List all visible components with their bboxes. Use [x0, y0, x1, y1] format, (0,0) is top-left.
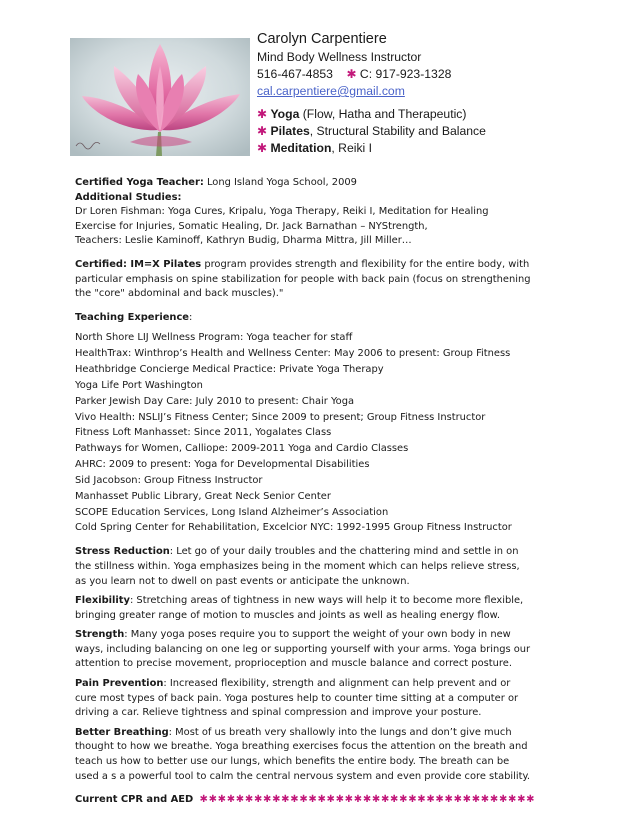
specialty-label: Pilates: [270, 124, 310, 138]
job-title: Mind Body Wellness Instructor: [257, 50, 422, 64]
benefit-stress-reduction: [75, 545, 565, 589]
section-label: Certified Yoga Teacher:: [75, 177, 204, 188]
asterisk-bullet-icon: ✱: [257, 107, 268, 121]
section-text: :: [189, 311, 193, 323]
benefit-label: Flexibility: [75, 595, 130, 607]
teaching-item: Pathways for Women, Calliope: 2009-2011 Yoga and Cardio Classes: [75, 443, 409, 455]
section-text: program provides strength and flexibility for the entire body, with: [201, 258, 530, 270]
cpr-label: Current CPR and AED: [75, 794, 194, 806]
specialty-detail: (Flow, Hatha and Therapeutic): [299, 107, 467, 121]
teaching-item: HealthTrax: Winthrop’s Health and Wellness Center: May 2006 to present: Group Fitness: [75, 348, 511, 360]
teaching-item: Fitness Loft Manhasset: Since 2011, Yogalates Class: [75, 427, 332, 439]
benefit-text: : Many yoga poses require you to support the weight of your own body in new: [124, 629, 511, 641]
benefit-first-line: [75, 545, 565, 560]
specialty-label: Yoga: [270, 107, 300, 121]
benefit-text: : Increased flexibility, strength and alignment can help prevent and or: [163, 678, 511, 690]
study-line: Dr Loren Fishman: Yoga Cures, Kripalu, Yoga Therapy, Reiki I, Meditation for Healing: [75, 206, 489, 218]
benefit-text: as you learn not to dwell on past events or anticipate the unknown.: [75, 575, 410, 587]
specialty-detail: , Structural Stability and Balance: [309, 124, 486, 138]
specialty-yoga: [257, 106, 617, 123]
teaching-item: Sid Jacobson: Group Fitness Instructor: [75, 474, 263, 486]
benefit-text: : Stretching areas of tightness in new ways will help it to become more flexible,: [129, 595, 524, 607]
person-name: Carolyn Carpentiere: [257, 31, 387, 47]
section-label: Additional Studies:: [75, 191, 182, 203]
additional-studies-heading: [75, 191, 565, 206]
benefit-label: Strength: [75, 629, 125, 641]
teaching-item: Vivo Health: NSLIJ’s Fitness Center; Since 2009 to present; Group Fitness Instructor: [75, 411, 486, 423]
cell-phone: C: 917-923-1328: [359, 67, 452, 81]
benefit-first-line: [75, 594, 565, 609]
benefit-label: Better Breathing: [75, 726, 169, 738]
asterisk-bullet-icon: ✱: [257, 124, 268, 138]
teaching-item: Manhasset Public Library, Great Neck Senior Center: [75, 490, 331, 502]
asterisk-bullet-icon: ✱: [257, 141, 268, 155]
benefit-text: : Let go of your daily troubles and the chattering mind and settle in on: [169, 546, 519, 558]
specialty-meditation: [257, 140, 617, 157]
benefit-text: driving a car. Relieve tightness and spinal compression and improve your posture.: [75, 707, 482, 719]
pilates-paragraph: [75, 258, 565, 273]
cpr-aed-line: [75, 793, 565, 808]
benefit-text: : Most of us breath very shallowly into the lungs and don’t give much: [168, 726, 512, 738]
benefit-flexibility: [75, 594, 565, 623]
benefit-first-line: [75, 628, 565, 643]
section-text: Long Island Yoga School, 2009: [203, 177, 357, 188]
teaching-item: SCOPE Education Services, Long Island Alzheimer’s Association: [75, 506, 389, 518]
teaching-item: North Shore LIJ Wellness Program: Yoga teacher for staff: [75, 332, 353, 344]
email-link[interactable]: cal.carpentiere@gmail.com: [257, 84, 405, 98]
benefit-text: cure most types of back pain. Yoga postures help to counter time sitting at a computer or: [75, 692, 519, 704]
benefit-text: the stillness within. Yoga emphasizes being in the moment which can helps relieve stress,: [75, 560, 520, 572]
benefit-text: used a s a powerful tool to calm the central nervous system and even provide core stability.: [75, 770, 531, 782]
teaching-item: Parker Jewish Day Care: July 2010 to present: Chair Yoga: [75, 395, 355, 407]
contact-header: [257, 30, 617, 157]
resume-body: [75, 176, 565, 808]
lotus-painting-image: [70, 38, 250, 156]
specialty-label: Meditation: [270, 141, 332, 155]
benefit-text: ways, including balancing on one leg or supporting yourself with your arms. Yoga brings our: [75, 643, 531, 655]
benefit-text: attention to precise movement, proprioception and muscle balance and correct posture.: [75, 658, 512, 670]
teaching-item: Cold Spring Center for Rehabilitation, Excelcior NYC: 1992-1995 Group Fitness Instructor: [75, 522, 512, 534]
study-line: Teachers: Leslie Kaminoff, Kathryn Budig, Dharma Mittra, Jill Miller…: [75, 235, 412, 247]
section-label: Certified: IM=X Pilates: [75, 258, 202, 270]
pilates-line: particular emphasis on spine stabilization for people with back pain (focus on strengthening: [75, 273, 531, 285]
section-label: Teaching Experience: [75, 311, 190, 323]
benefit-text: bringing greater range of motion to muscles and joints as well as healing energy flow.: [75, 609, 500, 621]
benefit-better-breathing: [75, 726, 565, 784]
teaching-item: Yoga Life Port Washington: [75, 379, 203, 391]
benefit-first-line: [75, 677, 565, 692]
teaching-item: AHRC: 2009 to present: Yoga for Developmental Disabilities: [75, 459, 370, 471]
asterisk-row-icon: ✱✱✱✱✱✱✱✱✱✱✱✱✱✱✱✱✱✱✱✱✱✱✱✱✱✱✱✱✱✱✱✱✱✱✱✱✱: [199, 794, 536, 806]
study-line: Exercise for Injuries, Somatic Healing, Dr. Jack Barnathan – NYStrength,: [75, 220, 428, 232]
benefit-label: Pain Prevention: [75, 678, 164, 690]
specialty-pilates: [257, 123, 617, 140]
specialty-detail: , Reiki I: [331, 141, 373, 155]
teaching-heading: [75, 311, 565, 326]
benefit-first-line: [75, 726, 565, 741]
benefit-strength: [75, 628, 565, 672]
asterisk-bullet-icon: ✱: [346, 67, 357, 81]
benefit-text: teach us how to better use our lungs, which benefits the entire body. The breath can be: [75, 756, 510, 768]
benefit-pain-prevention: [75, 677, 565, 721]
home-phone: 516-467-4853: [257, 67, 333, 81]
teaching-list: [75, 330, 565, 536]
certified-yoga-line: [75, 176, 565, 191]
phone-line: [257, 66, 617, 83]
teaching-item: Heathbridge Concierge Medical Practice: Private Yoga Therapy: [75, 364, 384, 376]
benefit-label: Stress Reduction: [75, 546, 170, 558]
benefit-text: thought to how we breathe. Yoga breathing exercises focus the attention on the breath and: [75, 741, 528, 753]
pilates-line: the "core" abdominal and back muscles).": [75, 288, 284, 300]
